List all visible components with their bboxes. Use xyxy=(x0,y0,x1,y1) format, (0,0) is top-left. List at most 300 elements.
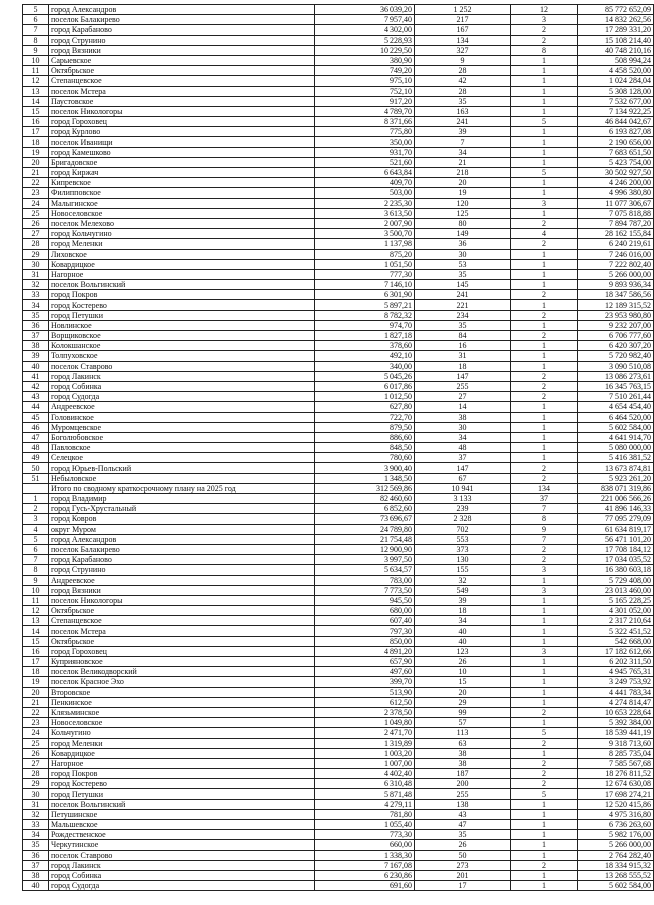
total-area-cell: 1 338,30 xyxy=(315,850,415,860)
table-row xyxy=(23,300,654,310)
repair-cost-cell: 3 249 753,92 xyxy=(578,677,654,687)
municipality-name-cell: Черкутинское xyxy=(49,840,315,850)
residents-count-cell: 34 xyxy=(415,432,511,442)
total-area-cell: 4 302,00 xyxy=(315,25,415,35)
row-number-cell: 32 xyxy=(23,280,49,290)
table-row xyxy=(23,269,654,279)
row-number-cell: 5 xyxy=(23,5,49,15)
total-area-cell: 513,90 xyxy=(315,687,415,697)
total-area-cell: 848,50 xyxy=(315,443,415,453)
row-number-cell: 22 xyxy=(23,707,49,717)
houses-count-cell: 1 xyxy=(511,188,578,198)
row-number-cell: 7 xyxy=(23,25,49,35)
residents-count-cell: 134 xyxy=(415,35,511,45)
residents-count-cell: 549 xyxy=(415,585,511,595)
total-area-cell: 503,00 xyxy=(315,188,415,198)
residents-count-cell: 10 xyxy=(415,667,511,677)
total-area-cell: 380,90 xyxy=(315,55,415,65)
residents-count-cell: 125 xyxy=(415,208,511,218)
repair-cost-cell: 17 289 331,20 xyxy=(578,25,654,35)
table-row xyxy=(23,127,654,137)
municipality-name-cell: Нагорное xyxy=(49,758,315,768)
repair-cost-cell: 12 189 315,52 xyxy=(578,300,654,310)
residents-count-cell: 123 xyxy=(415,646,511,656)
repair-cost-cell: 16 380 603,18 xyxy=(578,565,654,575)
residents-count-cell: 28 xyxy=(415,86,511,96)
municipality-name-cell: поселок Балакирево xyxy=(49,544,315,554)
table-row xyxy=(23,646,654,656)
row-number-cell: 20 xyxy=(23,687,49,697)
municipality-name-cell: город Гороховец xyxy=(49,646,315,656)
repair-cost-cell: 56 471 101,20 xyxy=(578,534,654,544)
municipality-name-cell: город Судогда xyxy=(49,392,315,402)
repair-cost-cell: 12 520 415,86 xyxy=(578,799,654,809)
municipality-name-cell: Итого по сводному краткосрочному плану на 2025 год xyxy=(49,483,315,493)
municipality-name-cell: Колокшанское xyxy=(49,341,315,351)
repair-cost-cell: 5 308 128,00 xyxy=(578,86,654,96)
total-area-cell: 3 997,50 xyxy=(315,555,415,565)
total-area-cell: 4 402,40 xyxy=(315,769,415,779)
residents-count-cell: 19 xyxy=(415,188,511,198)
houses-count-cell: 1 xyxy=(511,606,578,616)
residents-count-cell: 702 xyxy=(415,524,511,534)
row-number-cell: 31 xyxy=(23,269,49,279)
residents-count-cell: 2 328 xyxy=(415,514,511,524)
total-area-cell: 4 279,11 xyxy=(315,799,415,809)
total-area-cell: 975,10 xyxy=(315,76,415,86)
row-number-cell: 17 xyxy=(23,657,49,667)
residents-count-cell: 221 xyxy=(415,300,511,310)
municipality-name-cell: Октябрьское xyxy=(49,636,315,646)
repair-cost-cell: 13 268 555,52 xyxy=(578,870,654,880)
repair-cost-cell: 5 602 584,00 xyxy=(578,881,654,891)
table-row xyxy=(23,473,654,483)
total-area-cell: 773,30 xyxy=(315,830,415,840)
municipality-name-cell: поселок Мелехово xyxy=(49,218,315,228)
residents-count-cell: 35 xyxy=(415,269,511,279)
total-area-cell: 7 957,40 xyxy=(315,15,415,25)
houses-count-cell: 1 xyxy=(511,748,578,758)
row-number-cell: 40 xyxy=(23,361,49,371)
total-area-cell: 1 137,98 xyxy=(315,239,415,249)
municipality-name-cell: Кольчугино xyxy=(49,728,315,738)
total-area-cell: 6 852,60 xyxy=(315,504,415,514)
total-area-cell: 974,70 xyxy=(315,320,415,330)
table-row xyxy=(23,331,654,341)
houses-count-cell: 134 xyxy=(511,483,578,493)
row-number-cell: 28 xyxy=(23,239,49,249)
total-area-cell: 886,60 xyxy=(315,432,415,442)
houses-count-cell: 2 xyxy=(511,239,578,249)
row-number-cell: 44 xyxy=(23,402,49,412)
houses-count-cell: 1 xyxy=(511,96,578,106)
total-area-cell: 1 348,50 xyxy=(315,473,415,483)
houses-count-cell: 1 xyxy=(511,575,578,585)
municipality-name-cell: поселок Вольгинский xyxy=(49,280,315,290)
houses-count-cell: 1 xyxy=(511,178,578,188)
houses-count-cell: 1 xyxy=(511,147,578,157)
houses-count-cell: 2 xyxy=(511,769,578,779)
houses-count-cell: 1 xyxy=(511,157,578,167)
repair-cost-cell: 77 095 279,09 xyxy=(578,514,654,524)
houses-count-cell: 3 xyxy=(511,565,578,575)
repair-cost-cell: 5 602 584,00 xyxy=(578,422,654,432)
table-row xyxy=(23,392,654,402)
table-row xyxy=(23,422,654,432)
houses-count-cell: 1 xyxy=(511,697,578,707)
row-number-cell: 7 xyxy=(23,555,49,565)
table-row xyxy=(23,626,654,636)
row-number-cell: 9 xyxy=(23,575,49,585)
municipality-name-cell: город Кольчугино xyxy=(49,229,315,239)
table-row xyxy=(23,66,654,76)
row-number-cell: 13 xyxy=(23,86,49,96)
municipality-name-cell: Паустовское xyxy=(49,96,315,106)
table-row xyxy=(23,117,654,127)
municipality-name-cell: Мальшевское xyxy=(49,820,315,830)
table-row xyxy=(23,137,654,147)
residents-count-cell: 67 xyxy=(415,473,511,483)
houses-count-cell: 2 xyxy=(511,758,578,768)
table-row xyxy=(23,840,654,850)
row-number-cell: 35 xyxy=(23,840,49,850)
total-area-cell: 8 371,66 xyxy=(315,117,415,127)
houses-count-cell: 2 xyxy=(511,35,578,45)
total-area-cell: 312 569,86 xyxy=(315,483,415,493)
row-number-cell: 2 xyxy=(23,504,49,514)
residents-count-cell: 31 xyxy=(415,351,511,361)
row-number-cell: 37 xyxy=(23,860,49,870)
houses-count-cell: 4 xyxy=(511,229,578,239)
row-number-cell: 34 xyxy=(23,830,49,840)
repair-cost-cell: 4 246 200,00 xyxy=(578,178,654,188)
table-row xyxy=(23,718,654,728)
table-row xyxy=(23,809,654,819)
houses-count-cell: 1 xyxy=(511,137,578,147)
total-area-cell: 82 460,60 xyxy=(315,494,415,504)
houses-count-cell: 1 xyxy=(511,595,578,605)
repair-cost-cell: 4 996 380,80 xyxy=(578,188,654,198)
municipality-name-cell: Боголюбовское xyxy=(49,432,315,442)
houses-count-cell: 2 xyxy=(511,218,578,228)
repair-cost-cell: 85 772 652,09 xyxy=(578,5,654,15)
row-number-cell: 38 xyxy=(23,341,49,351)
table-row xyxy=(23,106,654,116)
total-area-cell: 775,80 xyxy=(315,127,415,137)
municipality-name-cell: Куприяновское xyxy=(49,657,315,667)
residents-count-cell: 113 xyxy=(415,728,511,738)
repair-cost-cell: 18 347 586,56 xyxy=(578,290,654,300)
houses-count-cell: 2 xyxy=(511,473,578,483)
repair-cost-cell: 542 668,00 xyxy=(578,636,654,646)
houses-count-cell: 7 xyxy=(511,534,578,544)
row-number-cell: 25 xyxy=(23,738,49,748)
residents-count-cell: 255 xyxy=(415,789,511,799)
total-area-cell: 797,30 xyxy=(315,626,415,636)
residents-count-cell: 3 133 xyxy=(415,494,511,504)
municipality-name-cell: Сарыевское xyxy=(49,55,315,65)
houses-count-cell: 1 xyxy=(511,870,578,880)
houses-count-cell: 1 xyxy=(511,249,578,259)
repair-cost-cell: 4 654 454,40 xyxy=(578,402,654,412)
houses-count-cell: 2 xyxy=(511,331,578,341)
houses-count-cell: 3 xyxy=(511,585,578,595)
total-area-cell: 5 634,57 xyxy=(315,565,415,575)
repair-cost-cell: 7 894 787,20 xyxy=(578,218,654,228)
row-number-cell: 27 xyxy=(23,229,49,239)
table-row xyxy=(23,45,654,55)
municipality-name-cell: Павловское xyxy=(49,443,315,453)
row-number-cell: 38 xyxy=(23,870,49,880)
total-area-cell: 680,00 xyxy=(315,606,415,616)
row-number-cell: 15 xyxy=(23,106,49,116)
total-area-cell: 1 049,80 xyxy=(315,718,415,728)
total-area-cell: 3 900,40 xyxy=(315,463,415,473)
municipality-name-cell: Пенкинское xyxy=(49,697,315,707)
residents-count-cell: 138 xyxy=(415,799,511,809)
table-row xyxy=(23,534,654,544)
total-area-cell: 612,50 xyxy=(315,697,415,707)
residents-count-cell: 26 xyxy=(415,657,511,667)
municipality-name-cell: поселок Мстера xyxy=(49,626,315,636)
houses-count-cell: 1 xyxy=(511,830,578,840)
residents-count-cell: 149 xyxy=(415,229,511,239)
residents-count-cell: 84 xyxy=(415,331,511,341)
houses-count-cell: 1 xyxy=(511,320,578,330)
houses-count-cell: 1 xyxy=(511,76,578,86)
row-number-cell: 10 xyxy=(23,585,49,595)
residents-count-cell: 327 xyxy=(415,45,511,55)
row-number-cell: 36 xyxy=(23,320,49,330)
municipality-name-cell: город Меленки xyxy=(49,738,315,748)
table-row xyxy=(23,860,654,870)
residents-count-cell: 130 xyxy=(415,555,511,565)
houses-count-cell: 1 xyxy=(511,677,578,687)
municipality-name-cell: Муромцевское xyxy=(49,422,315,432)
residents-count-cell: 29 xyxy=(415,697,511,707)
row-number-cell: 8 xyxy=(23,35,49,45)
table-row xyxy=(23,524,654,534)
houses-count-cell: 1 xyxy=(511,850,578,860)
municipality-name-cell: город Собинка xyxy=(49,870,315,880)
repair-cost-cell: 7 532 677,00 xyxy=(578,96,654,106)
table-row xyxy=(23,25,654,35)
row-number-cell: 13 xyxy=(23,616,49,626)
total-area-cell: 1 051,50 xyxy=(315,259,415,269)
row-number-cell: 40 xyxy=(23,881,49,891)
total-area-cell: 6 301,90 xyxy=(315,290,415,300)
houses-count-cell: 1 xyxy=(511,66,578,76)
repair-cost-cell: 5 423 754,00 xyxy=(578,157,654,167)
row-number-cell: 46 xyxy=(23,422,49,432)
housing-repair-plan-table xyxy=(22,4,654,891)
total-area-cell: 6 310,48 xyxy=(315,779,415,789)
residents-count-cell: 120 xyxy=(415,198,511,208)
repair-cost-cell: 7 134 922,25 xyxy=(578,106,654,116)
houses-count-cell: 8 xyxy=(511,514,578,524)
houses-count-cell: 3 xyxy=(511,15,578,25)
total-area-cell: 6 643,84 xyxy=(315,168,415,178)
row-number-cell: 5 xyxy=(23,534,49,544)
repair-cost-cell: 41 896 146,33 xyxy=(578,504,654,514)
houses-count-cell: 1 xyxy=(511,718,578,728)
municipality-name-cell: город Покров xyxy=(49,769,315,779)
row-number-cell: 35 xyxy=(23,310,49,320)
municipality-name-cell: город Меленки xyxy=(49,239,315,249)
houses-count-cell: 1 xyxy=(511,412,578,422)
houses-count-cell: 1 xyxy=(511,259,578,269)
table-row xyxy=(23,820,654,830)
table-row xyxy=(23,779,654,789)
table-row xyxy=(23,758,654,768)
row-number-cell: 33 xyxy=(23,820,49,830)
residents-count-cell: 163 xyxy=(415,106,511,116)
residents-count-cell: 147 xyxy=(415,371,511,381)
residents-count-cell: 26 xyxy=(415,840,511,850)
total-area-cell: 36 039,20 xyxy=(315,5,415,15)
municipality-name-cell: Ворщиковское xyxy=(49,331,315,341)
houses-count-cell: 1 xyxy=(511,341,578,351)
row-number-cell: 25 xyxy=(23,208,49,218)
residents-count-cell: 20 xyxy=(415,687,511,697)
municipality-name-cell: Новоселовское xyxy=(49,208,315,218)
table-row xyxy=(23,769,654,779)
row-number-cell: 26 xyxy=(23,218,49,228)
total-area-cell: 1 007,00 xyxy=(315,758,415,768)
table-row xyxy=(23,494,654,504)
municipality-name-cell: поселок Вольгинский xyxy=(49,799,315,809)
houses-count-cell: 5 xyxy=(511,789,578,799)
repair-cost-cell: 7 246 016,00 xyxy=(578,249,654,259)
table-row xyxy=(23,544,654,554)
houses-count-cell: 2 xyxy=(511,738,578,748)
residents-count-cell: 48 xyxy=(415,443,511,453)
residents-count-cell: 47 xyxy=(415,820,511,830)
total-area-cell: 850,00 xyxy=(315,636,415,646)
repair-cost-cell: 16 345 763,15 xyxy=(578,381,654,391)
repair-cost-cell: 5 416 381,52 xyxy=(578,453,654,463)
repair-cost-cell: 12 674 630,08 xyxy=(578,779,654,789)
residents-count-cell: 373 xyxy=(415,544,511,554)
total-area-cell: 2 471,70 xyxy=(315,728,415,738)
municipality-name-cell: поселок Ставрово xyxy=(49,361,315,371)
municipality-name-cell: Небыловское xyxy=(49,473,315,483)
repair-cost-cell: 18 276 811,52 xyxy=(578,769,654,779)
table-row xyxy=(23,748,654,758)
municipality-name-cell: город Костерево xyxy=(49,300,315,310)
municipality-name-cell: Ковардицкое xyxy=(49,748,315,758)
houses-count-cell: 2 xyxy=(511,463,578,473)
municipality-name-cell: Лиховское xyxy=(49,249,315,259)
houses-count-cell: 1 xyxy=(511,300,578,310)
houses-count-cell: 5 xyxy=(511,728,578,738)
repair-cost-cell: 6 464 520,00 xyxy=(578,412,654,422)
table-row xyxy=(23,402,654,412)
municipality-name-cell: поселок Балакирево xyxy=(49,15,315,25)
row-number-cell: 28 xyxy=(23,769,49,779)
row-number-cell: 43 xyxy=(23,392,49,402)
repair-cost-cell: 5 266 000,00 xyxy=(578,840,654,850)
municipality-name-cell: Филипповское xyxy=(49,188,315,198)
repair-cost-cell: 4 441 783,34 xyxy=(578,687,654,697)
total-area-cell: 5 228,93 xyxy=(315,35,415,45)
total-area-cell: 378,60 xyxy=(315,341,415,351)
repair-cost-cell: 6 736 263,60 xyxy=(578,820,654,830)
residents-count-cell: 255 xyxy=(415,381,511,391)
row-number-cell: 49 xyxy=(23,453,49,463)
table-row xyxy=(23,697,654,707)
municipality-name-cell: город Лакинск xyxy=(49,371,315,381)
residents-count-cell: 37 xyxy=(415,453,511,463)
residents-count-cell: 147 xyxy=(415,463,511,473)
municipality-name-cell: Рождественское xyxy=(49,830,315,840)
repair-cost-cell: 5 322 451,52 xyxy=(578,626,654,636)
total-area-cell: 5 045,26 xyxy=(315,371,415,381)
total-area-cell: 781,80 xyxy=(315,809,415,819)
table-row xyxy=(23,351,654,361)
repair-cost-cell: 9 318 713,60 xyxy=(578,738,654,748)
total-area-cell: 875,20 xyxy=(315,249,415,259)
row-number-cell: 42 xyxy=(23,381,49,391)
row-number-cell: 39 xyxy=(23,351,49,361)
row-number-cell: 18 xyxy=(23,667,49,677)
table-row xyxy=(23,178,654,188)
municipality-name-cell: город Владимир xyxy=(49,494,315,504)
row-number-cell: 16 xyxy=(23,646,49,656)
residents-count-cell: 38 xyxy=(415,748,511,758)
residents-count-cell: 34 xyxy=(415,147,511,157)
residents-count-cell: 27 xyxy=(415,392,511,402)
table-row xyxy=(23,616,654,626)
row-number-cell: 10 xyxy=(23,55,49,65)
repair-cost-cell: 11 077 306,67 xyxy=(578,198,654,208)
total-area-cell: 4 789,70 xyxy=(315,106,415,116)
residents-count-cell: 241 xyxy=(415,290,511,300)
total-area-cell: 777,30 xyxy=(315,269,415,279)
houses-count-cell: 9 xyxy=(511,524,578,534)
municipality-name-cell: поселок Красное Эхо xyxy=(49,677,315,687)
repair-cost-cell: 30 502 927,50 xyxy=(578,168,654,178)
row-number-cell: 16 xyxy=(23,117,49,127)
table-row xyxy=(23,381,654,391)
repair-cost-cell: 6 706 777,60 xyxy=(578,331,654,341)
municipality-name-cell: поселок Ставрово xyxy=(49,850,315,860)
total-area-cell: 409,70 xyxy=(315,178,415,188)
municipality-name-cell: Клязьминское xyxy=(49,707,315,717)
total-area-cell: 660,00 xyxy=(315,840,415,850)
repair-cost-cell: 6 240 219,61 xyxy=(578,239,654,249)
total-area-cell: 1 319,89 xyxy=(315,738,415,748)
table-row xyxy=(23,595,654,605)
repair-cost-cell: 13 086 273,61 xyxy=(578,371,654,381)
repair-cost-cell: 23 953 980,80 xyxy=(578,310,654,320)
repair-cost-cell: 17 182 612,66 xyxy=(578,646,654,656)
residents-count-cell: 553 xyxy=(415,534,511,544)
repair-cost-cell: 4 301 052,00 xyxy=(578,606,654,616)
repair-cost-cell: 221 006 566,26 xyxy=(578,494,654,504)
houses-count-cell: 2 xyxy=(511,381,578,391)
residents-count-cell: 38 xyxy=(415,758,511,768)
repair-cost-cell: 7 585 567,68 xyxy=(578,758,654,768)
repair-cost-cell: 17 034 035,52 xyxy=(578,555,654,565)
row-number-cell: 18 xyxy=(23,137,49,147)
houses-count-cell: 2 xyxy=(511,392,578,402)
repair-cost-cell: 7 222 802,40 xyxy=(578,259,654,269)
total-area-cell: 879,50 xyxy=(315,422,415,432)
municipality-name-cell: Петушинское xyxy=(49,809,315,819)
row-number-cell: 24 xyxy=(23,198,49,208)
residents-count-cell: 167 xyxy=(415,25,511,35)
